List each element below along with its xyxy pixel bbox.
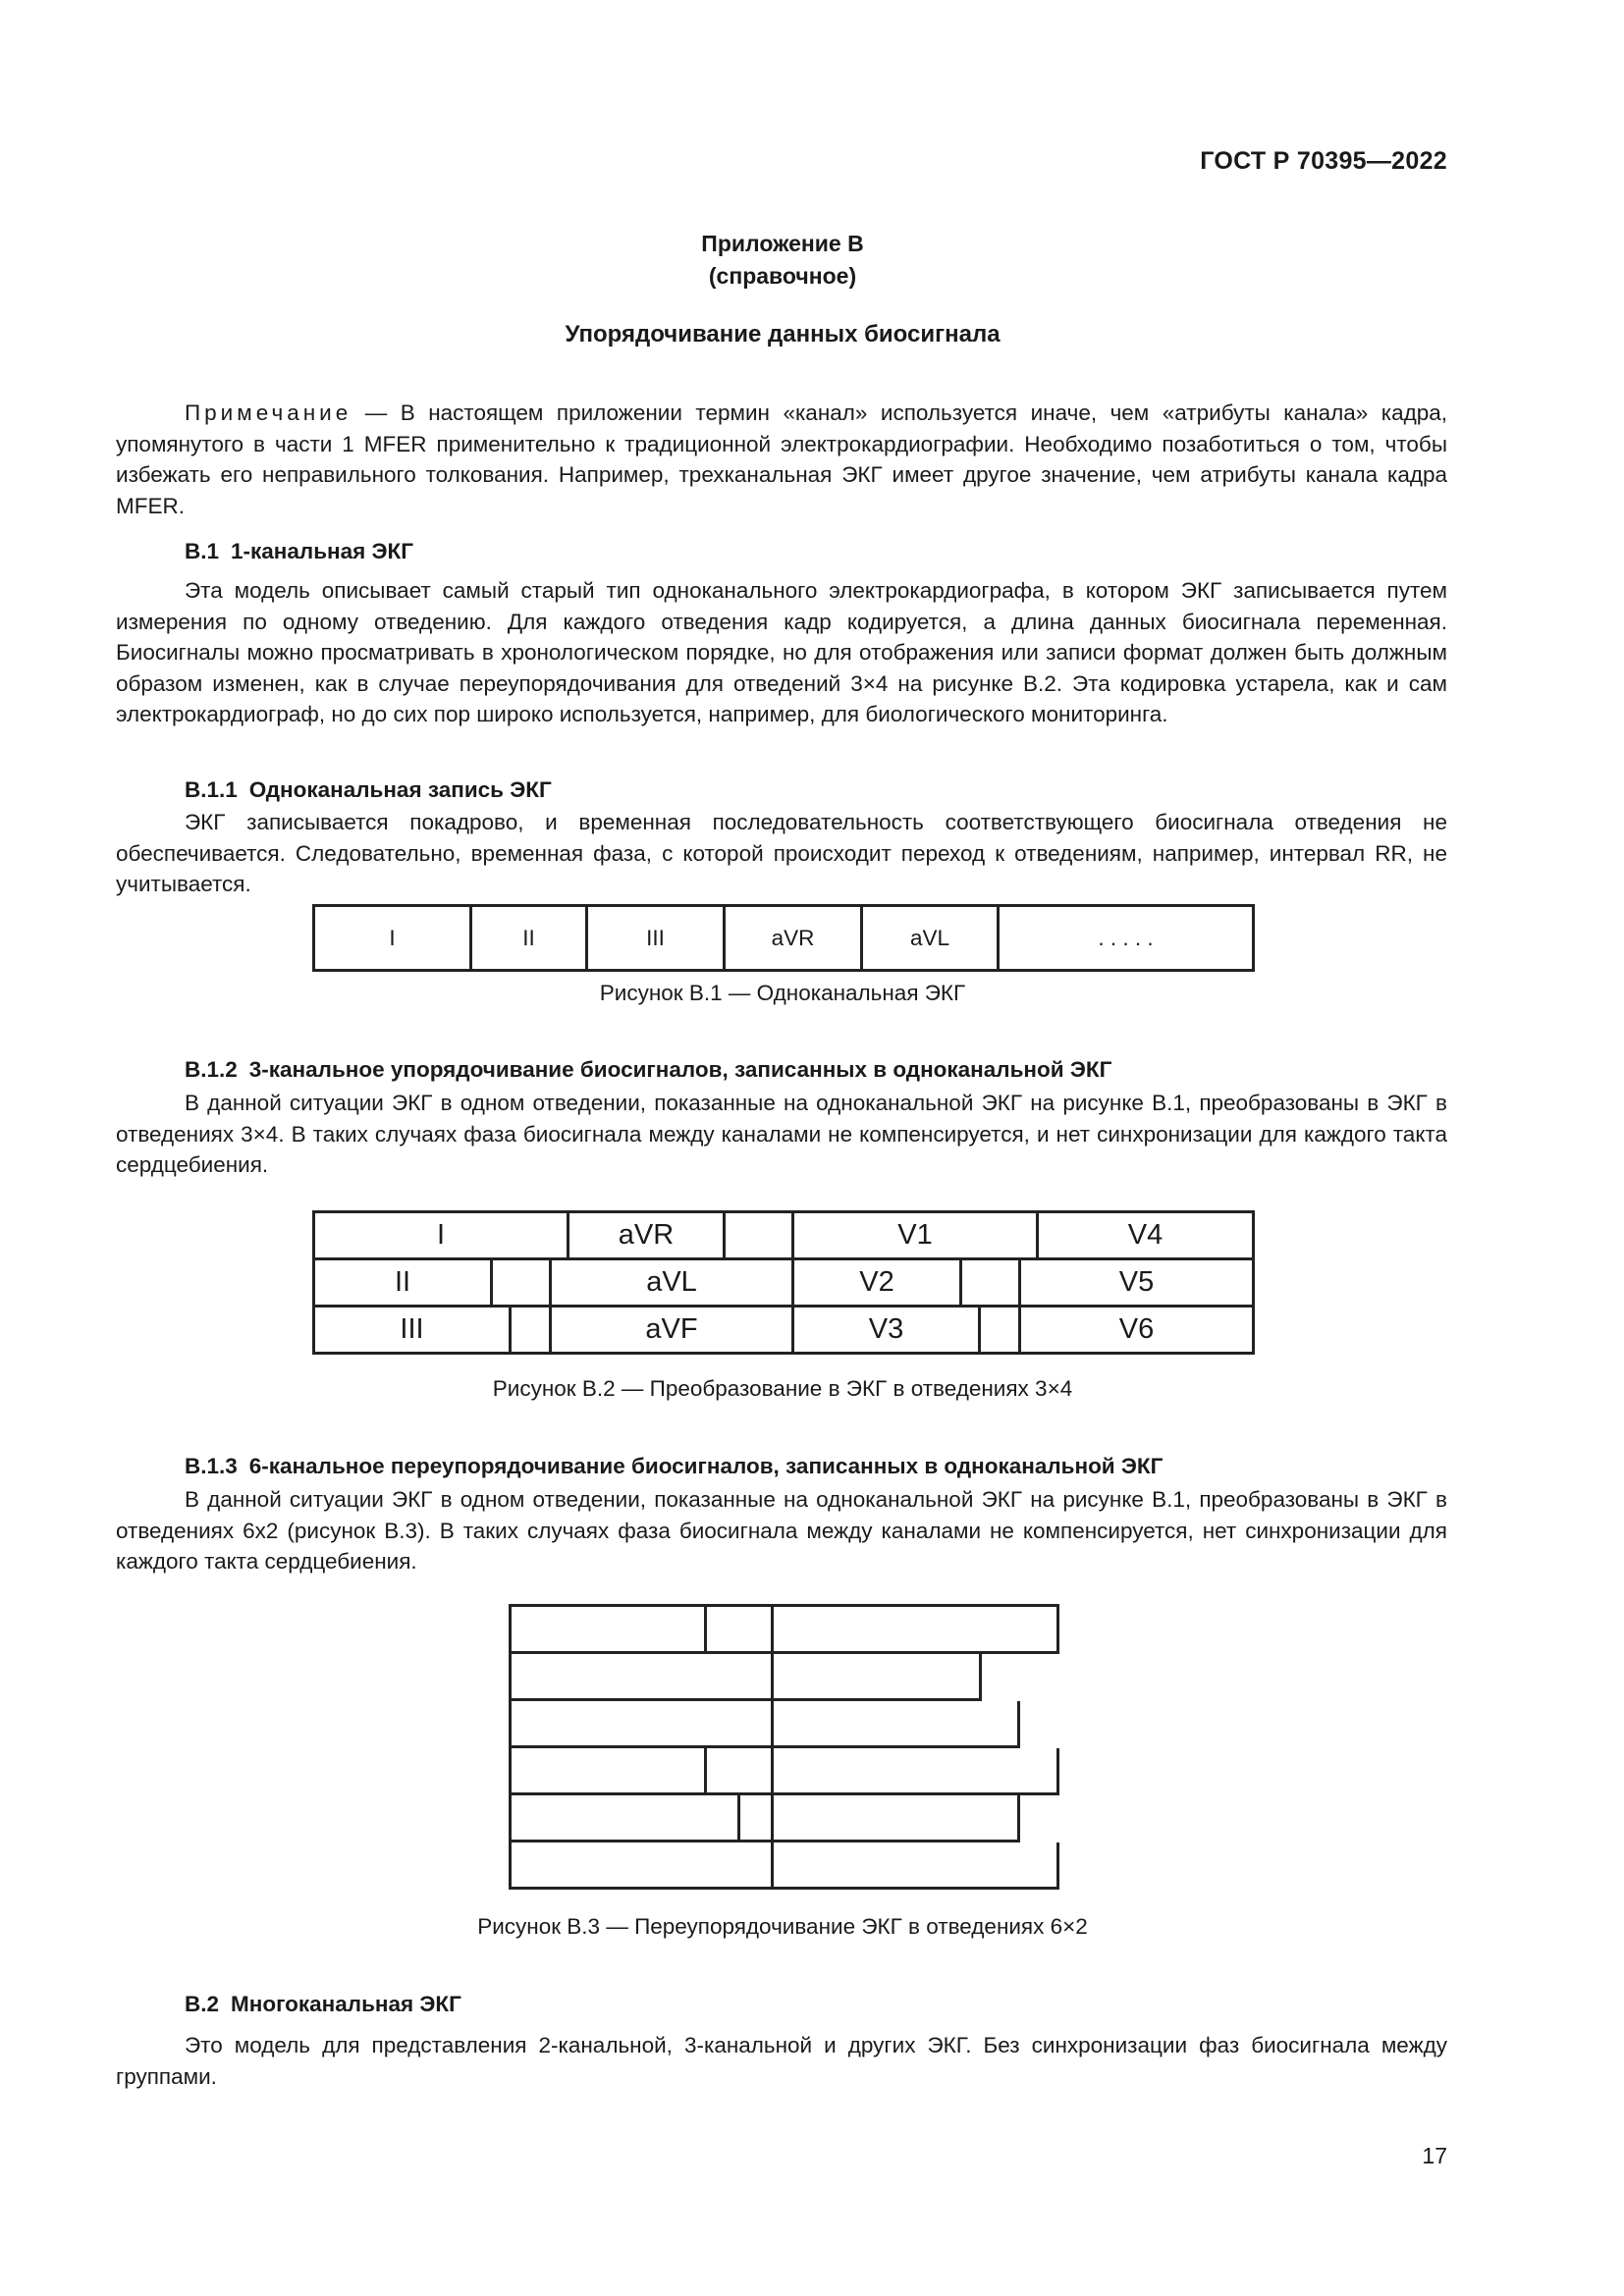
figure-b2-cell: V1 bbox=[794, 1213, 1039, 1260]
paragraph: ЭКГ записывается покадрово, и временная последовательность соответствующего биосигнала отведения не обеспечивается. Следовательно, временная фаза, с которой происходит переход к отведениям, например, интервал RR, не учитывается. bbox=[116, 810, 1447, 897]
figure-b2-cell: V5 bbox=[1021, 1260, 1255, 1308]
figure-b2-cell: III bbox=[315, 1308, 512, 1355]
figure-b3-cell bbox=[707, 1607, 774, 1654]
figure-b2-cell-empty bbox=[493, 1260, 552, 1308]
section-title: Многоканальная ЭКГ bbox=[231, 1992, 461, 2016]
figure-b3-cell bbox=[707, 1748, 774, 1795]
paragraph: Это модель для представления 2-канальной, 3-канальной и других ЭКГ. Без синхронизации фаз биосигнала между группами. bbox=[116, 2033, 1447, 2089]
figure-b3-cell bbox=[774, 1748, 1059, 1795]
figure-b2-cell-empty bbox=[512, 1308, 552, 1355]
section-number: В.1.3 bbox=[185, 1454, 238, 1478]
section-b12-text bbox=[116, 1088, 1447, 1181]
figure-b3-cell bbox=[740, 1795, 774, 1842]
figure-b1-cell: aVL bbox=[863, 907, 1000, 972]
figure-b3-cell bbox=[774, 1654, 982, 1701]
section-b2-text bbox=[116, 2030, 1447, 2092]
figure-b1-caption: Рисунок В.1 — Одноканальная ЭКГ bbox=[599, 981, 966, 1005]
figure-b2-caption: Рисунок В.2 — Преобразование в ЭКГ в отведениях 3×4 bbox=[492, 1376, 1073, 1401]
section-b11-heading bbox=[185, 777, 552, 803]
standard-number: ГОСТ Р 70395—2022 bbox=[1200, 147, 1447, 175]
section-b1-heading bbox=[185, 539, 413, 564]
figure-b3-cell bbox=[512, 1842, 774, 1890]
appendix-subtitle: (справочное) bbox=[708, 263, 857, 289]
page-number: 17 bbox=[1422, 2143, 1447, 2168]
figure-b3-cell bbox=[512, 1748, 707, 1795]
paragraph: В данной ситуации ЭКГ в одном отведении, показанные на одноканальной ЭКГ на рисунке В.1, преобразованы в ЭКГ в отведениях 6х2 (рисунок В.3). В таких случаях фаза биосигнала между каналами не компенсируется, нет синхронизации для каждого такта сердцебиения. bbox=[116, 1487, 1447, 1575]
section-number: В.1.2 bbox=[185, 1057, 238, 1082]
figure-b1-table bbox=[312, 904, 1255, 972]
figure-b1-cell: II bbox=[472, 907, 588, 972]
figure-b3-cell bbox=[774, 1701, 1020, 1748]
section-number: В.1 bbox=[185, 539, 220, 563]
figure-b1-cell: III bbox=[588, 907, 726, 972]
figure-b2-cell: aVR bbox=[569, 1213, 726, 1260]
figure-b2-cell: V4 bbox=[1039, 1213, 1255, 1260]
section-b13-heading bbox=[185, 1454, 1163, 1479]
figure-b2-cell-empty bbox=[981, 1308, 1021, 1355]
figure-b2-cell: aVF bbox=[552, 1308, 794, 1355]
section-b2-heading bbox=[185, 1992, 461, 2017]
figure-b3-cell bbox=[512, 1701, 774, 1748]
figure-b2-cell: V3 bbox=[794, 1308, 981, 1355]
paragraph: В данной ситуации ЭКГ в одном отведении, показанные на одноканальной ЭКГ на рисунке В.1, преобразованы в ЭКГ в отведениях 3×4. В таких случаях фаза биосигнала между каналами не компенсируется, и нет синхронизации для каждого такта сердцебиения. bbox=[116, 1091, 1447, 1178]
figure-b3-cell bbox=[512, 1795, 740, 1842]
section-b12-heading bbox=[185, 1057, 1111, 1083]
appendix-main-title: Упорядочивание данных биосигнала bbox=[565, 321, 1001, 347]
figure-b3-table bbox=[509, 1604, 1059, 1890]
figure-b3-cell bbox=[774, 1842, 1059, 1890]
figure-b1-cell: . . . . . bbox=[1000, 907, 1255, 972]
figure-b2-table bbox=[312, 1210, 1255, 1355]
section-b1-text bbox=[116, 575, 1447, 730]
figure-b3-cell bbox=[774, 1607, 1059, 1654]
figure-b1-cell: I bbox=[315, 907, 472, 972]
note-label: Примечание bbox=[185, 400, 352, 425]
figure-b3-caption: Рисунок В.3 — Переупорядочивание ЭКГ в отведениях 6×2 bbox=[477, 1914, 1088, 1939]
figure-b1-cell: aVR bbox=[726, 907, 863, 972]
section-b13-text bbox=[116, 1484, 1447, 1577]
appendix-heading bbox=[0, 228, 1565, 293]
figure-b2-cell: II bbox=[315, 1260, 493, 1308]
figure-b2-cell-empty bbox=[962, 1260, 1021, 1308]
figure-b2-cell: V2 bbox=[794, 1260, 962, 1308]
note-paragraph bbox=[116, 398, 1447, 521]
section-title: Одноканальная запись ЭКГ bbox=[248, 777, 552, 802]
figure-b3-cell bbox=[512, 1654, 774, 1701]
figure-b3-cell bbox=[774, 1795, 1020, 1842]
section-title: 6-канальное переупорядочивание биосигналов, записанных в одноканальной ЭКГ bbox=[248, 1454, 1164, 1478]
figure-b3-cell bbox=[512, 1607, 707, 1654]
figure-b2-cell-empty bbox=[726, 1213, 794, 1260]
section-number: В.2 bbox=[185, 1992, 220, 2016]
paragraph: Эта модель описывает самый старый тип одноканального электрокардиографа, в котором ЭКГ записывается путем измерения по одному отведению. Для каждого отведения кадр кодируется, а длина данных биосигнала переменная. Биосигналы можно просматривать в хронологическом порядке, но для отображения или записи формат должен быть должным образом изменен, как в случае переупорядочивания для отведений 3×4 на рисунке В.2. Эта кодировка устарела, как и сам электрокардиограф, но до сих пор широко используется, например, для биологического мониторинга. bbox=[116, 578, 1447, 727]
section-title: 3-канальное упорядочивание биосигналов, записанных в одноканальной ЭКГ bbox=[248, 1057, 1112, 1082]
figure-b2-cell: V6 bbox=[1021, 1308, 1255, 1355]
figure-b2-cell: aVL bbox=[552, 1260, 794, 1308]
appendix-title: Приложение В bbox=[701, 231, 864, 256]
note-text: — В настоящем приложении термин «канал» используется иначе, чем «атрибуты канала» кадра, упомянутого в части 1 MFER применительно к традиционной электрокардиографии. Необходимо позаботиться о том, чтобы избежать его неправильного толкования. Например, трехканальная ЭКГ имеет другое значение, чем атрибуты канала кадра MFER. bbox=[116, 400, 1447, 518]
figure-b2-cell: I bbox=[315, 1213, 569, 1260]
section-b11-text bbox=[116, 807, 1447, 900]
section-number: В.1.1 bbox=[185, 777, 238, 802]
section-title: 1-канальная ЭКГ bbox=[231, 539, 414, 563]
